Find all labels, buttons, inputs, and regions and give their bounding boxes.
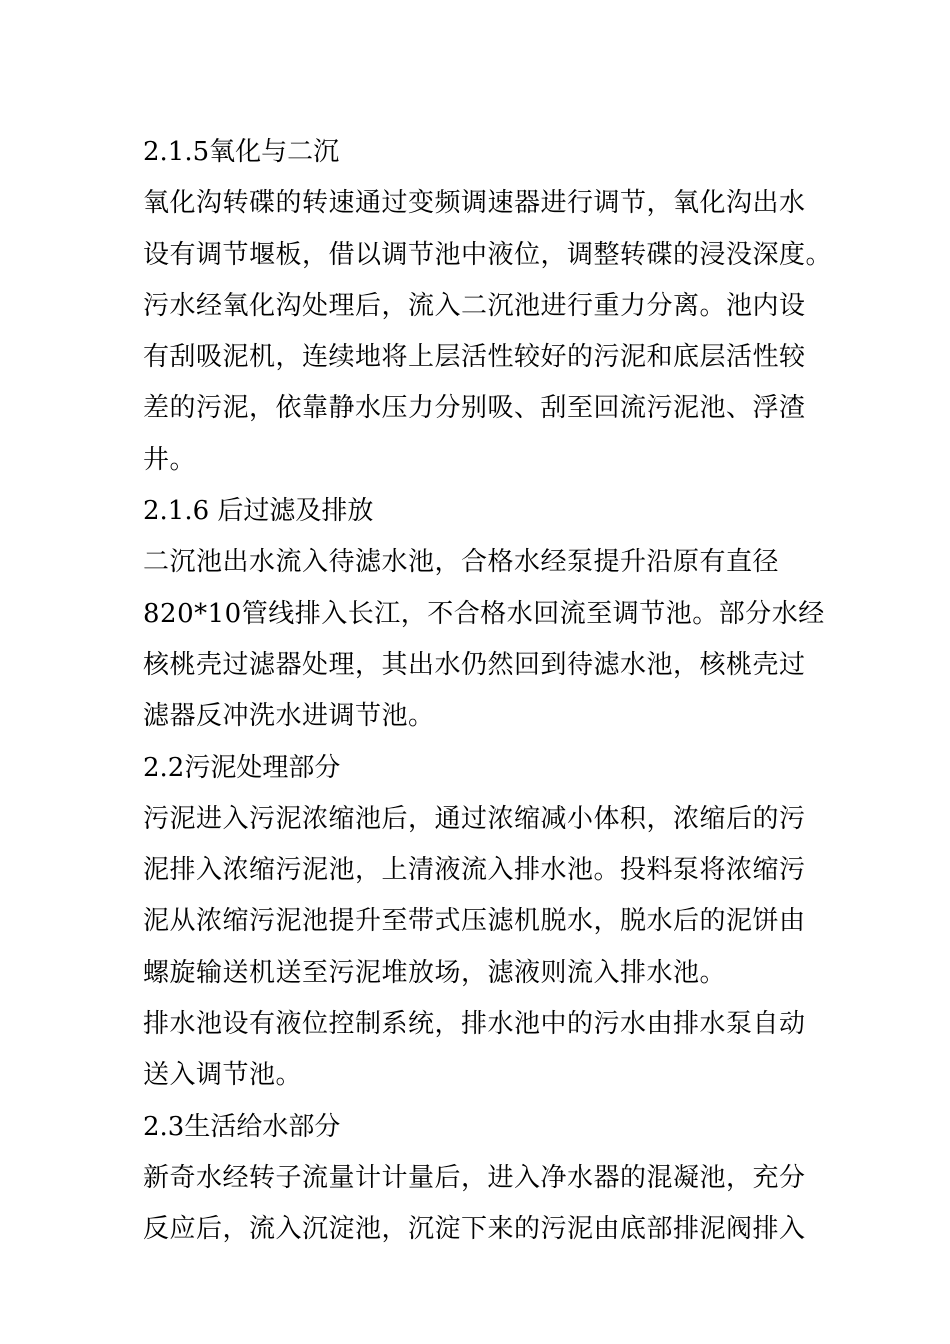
paragraph-line: 滤器反冲洗水进调节池。 [143,701,435,732]
paragraph-line: 820*10管线排入长江，不合格水回流至调节池。部分水经 [143,598,825,629]
paragraph-line: 排水池设有液位控制系统，排水池中的污水由排水泵自动 [143,1009,806,1040]
paragraph-line: 泥排入浓缩污泥池，上清液流入排水池。投料泵将浓缩污 [143,855,806,886]
paragraph-line: 核桃壳过滤器处理，其出水仍然回到待滤水池，核桃壳过 [143,649,806,680]
paragraph-line: 反应后，流入沉淀池，沉淀下来的污泥由底部排泥阀排入 [143,1214,806,1245]
section-heading-2-3: 2.3生活给水部分 [143,1111,341,1142]
paragraph-line: 送入调节池。 [143,1060,303,1091]
paragraph-line: 井。 [143,444,197,475]
paragraph-line: 设有调节堰板，借以调节池中液位，调整转碟的浸没深度。 [143,239,833,270]
paragraph-line: 新奇水经转子流量计计量后，进入净水器的混凝池，充分 [143,1162,806,1193]
paragraph-line: 泥从浓缩污泥池提升至带式压滤机脱水，脱水后的泥饼由 [143,906,806,937]
paragraph-line: 污泥进入污泥浓缩池后，通过浓缩减小体积，浓缩后的污 [143,803,806,834]
paragraph-line: 污水经氧化沟处理后，流入二沉池进行重力分离。池内设 [143,290,806,321]
paragraph-line: 二沉池出水流入待滤水池，合格水经泵提升沿原有直径 [143,547,780,578]
paragraph-line: 差的污泥，依靠静水压力分别吸、刮至回流污泥池、浮渣 [143,393,806,424]
paragraph-line: 螺旋输送机送至污泥堆放场，滤液则流入排水池。 [143,957,727,988]
section-heading-2-1-5: 2.1.5氧化与二沉 [143,137,340,167]
document-body [143,127,833,1256]
paragraph-line: 有刮吸泥机，连续地将上层活性较好的污泥和底层活性较 [143,342,806,373]
section-heading-2-1-6: 2.1.6 后过滤及排放 [143,496,374,527]
paragraph-line: 氧化沟转碟的转速通过变频调速器进行调节，氧化沟出水 [143,188,806,219]
section-heading-2-2: 2.2污泥处理部分 [143,752,341,783]
